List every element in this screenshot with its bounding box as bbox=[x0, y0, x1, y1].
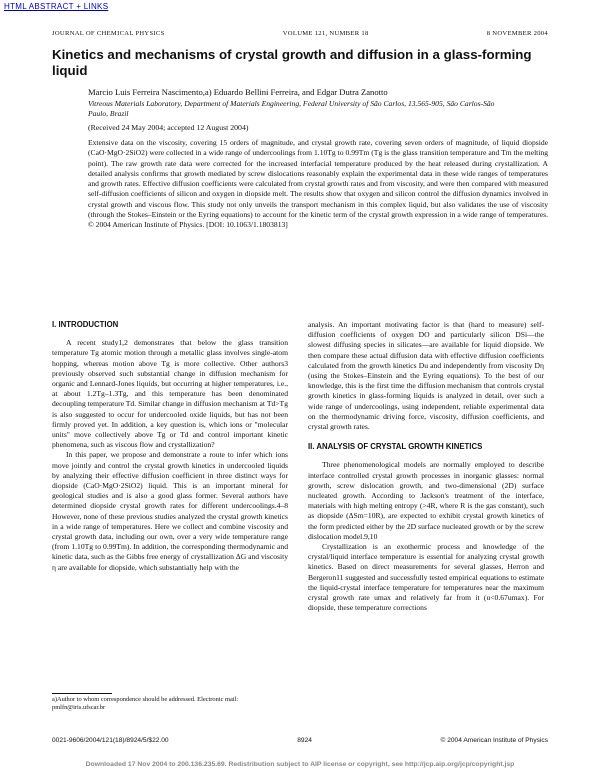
journal-name: JOURNAL OF CHEMICAL PHYSICS bbox=[52, 30, 165, 37]
volume-info: VOLUME 121, NUMBER 18 bbox=[282, 30, 369, 37]
page-number: 8924 bbox=[297, 737, 312, 744]
download-notice: Downloaded 17 Nov 2004 to 200.136.235.69. Redistribution subject to AIP license or copyright, see http://jcp.aip.org/jcp/copyright.jsp bbox=[85, 761, 515, 768]
analysis-paragraph-1: Three phenomenological models are normally employed to describe interface controlled crystal growth processes in inorganic glasses: normal growth, screw dislocation growth, and two-dimensional (2D) surface nucleated growth. According to Jackson's treatment of the interface, materials with high melting entropy (>4R, where R is the gas constant), such as diopside (ΔSm=10R), are expected to exhibit crystal growth kinetics of the form predicted either by the 2D surface nucleated growth or by the screw dislocation model.9,10 bbox=[308, 460, 544, 541]
left-column bbox=[52, 320, 288, 573]
footnote: a)Author to whom correspondence should be addressed. Electronic mail: pmlfn@iris.ufscar.br bbox=[52, 696, 239, 711]
abstract: Extensive data on the viscosity, covering 15 orders of magnitude, and crystal growth rate, covering seven orders of magnitude, of liquid diopside (CaO·MgO·2SiO2) were collected in a wide range of undercoolings from 1.10Tg to 0.99Tm (Tg is the glass transition temperature and Tm the melting point). The raw growth rate data were corrected for the increased interfacial temperature produced by the heat released during crystallization. A detailed analysis confirms that growth mediated by screw dislocations reasonably explain the experimental data in these wide ranges of temperatures and growth rates. Effective diffusion coefficients were calculated from crystal growth rates and from viscosity, and were then compared with measured self-diffusion coefficients of silicon and oxygen in diopside melt. The results show that oxygen and silicon control the diffusion dynamics involved in crystal growth and viscous flow. This study not only unveils the transport mechanism in this complex liquid, but also validates the use of viscosity (through the Stokes–Einstein or the Eyring equations) to account for the kinetic term of the crystal growth expression in a wide range of temperatures. © 2004 American Institute of Physics. [DOI: 10.1063/1.1803813] bbox=[88, 138, 548, 230]
analysis-paragraph-2: Crystallization is an exothermic process and knowledge of the crystal/liquid interface temperature is essential for analyzing crystal growth kinetics. Based on direct measurements for several glasses, Herron and Bergeron11 suggested and successfully tested empirical equations to estimate the liquid-crystal interface temperature for temperatures near the maximum crystal growth rate umax and relatively far from it (u<0.67umax). For diopside, these temperature corrections bbox=[308, 542, 544, 613]
paper-title: Kinetics and mechanisms of crystal growth and diffusion in a glass-forming liquid bbox=[52, 47, 532, 78]
affiliation: Vitreous Materials Laboratory, Department of Materials Engineering, Federal University of São Carlos, 13.565-905, São Carlos-São Paulo, Brazil bbox=[88, 99, 495, 118]
right-column bbox=[308, 320, 544, 613]
author-list: Marcio Luis Ferreira Nascimento,a) Eduardo Bellini Ferreira, and Edgar Dutra Zanotto bbox=[88, 87, 388, 97]
intro-paragraph-2: In this paper, we propose and demonstrate a route to infer which ions move jointly and control the crystal growth kinetics in undercooled liquids by analyzing their effective diffusion coefficient in three distinct ways for diopside (CaO·MgO·2SiO2) liquid. This is an important mineral for geological studies and is also a good glass former. Several authors have determined diopside crystal growth rates for different undercoolings.4–8 However, none of these previous studies analyzed the crystal growth kinetics in a wide range of temperatures. Here we collect and combine viscosity and crystal growth data, including our own, over a very wide temperature range (from 1.10Tg to 0.99Tm). In addition, the corresponding thermodynamic and kinetic data, such as the Gibbs free energy of crystallization ΔG and viscosity η are available for diopside, which substantially help with the bbox=[52, 450, 288, 572]
issue-date: 8 NOVEMBER 2004 bbox=[486, 30, 548, 37]
copyright: © 2004 American Institute of Physics bbox=[440, 737, 548, 744]
abstract-links-link[interactable]: HTML ABSTRACT + LINKS bbox=[4, 2, 109, 11]
running-header bbox=[52, 30, 548, 37]
page-footer bbox=[52, 737, 548, 744]
section-heading-analysis: II. ANALYSIS OF CRYSTAL GROWTH KINETICS bbox=[308, 442, 483, 452]
section-heading-introduction: I. INTRODUCTION bbox=[52, 320, 119, 329]
abstract-links[interactable] bbox=[4, 2, 108, 11]
footnote-rule bbox=[52, 693, 112, 694]
continued-paragraph: analysis. An important motivating factor is that (hard to measure) self-diffusion coefficients of oxygen DO and particularly silicon DSi—the slowest diffusing species in silicates—are available for liquid diopside. We then compare these actual diffusion data with effective diffusion coefficients calculated from the growth kinetics Du and independently from viscosity Dη (using the Stokes–Einstein and the Eyring equations). To the best of our knowledge, this is the first time the diffusion mechanism that controls crystal growth kinetics in glass-forming liquids is analyzed in detail, over such a wide range of undercoolings, using independent, reliable experimental data on the thermodynamic driving force, viscosity, diffusion coefficients, and crystal growth rates. bbox=[308, 320, 544, 432]
journal-code: 0021-9606/2004/121(18)/8924/5/$22.00 bbox=[52, 737, 169, 744]
intro-paragraph-1: A recent study1,2 demonstrates that below the glass transition temperature Tg atomic motion through a metallic glass involves single-atom hopping, whereas motion above Tg is more collective. Other authors3 previously observed such substantial change in diffusion mechanism for organic and Lennard-Jones liquids, but occurring at higher temperatures, i.e., at about 1.2Tg–1.3Tg, and this temperature has been denominated decoupling temperature Td. Similar change in diffusion mechanism at Td>Tg is also suggested to occur for undercooled oxide liquids, but has not been firmly proved yet. In addition, a key question is, which ions or "molecular units" move collectively above Tg or Td and control important kinetic phenomena, such as viscous flow and crystallization? bbox=[52, 338, 288, 450]
received-dates: (Received 24 May 2004; accepted 12 August 2004) bbox=[88, 123, 249, 132]
